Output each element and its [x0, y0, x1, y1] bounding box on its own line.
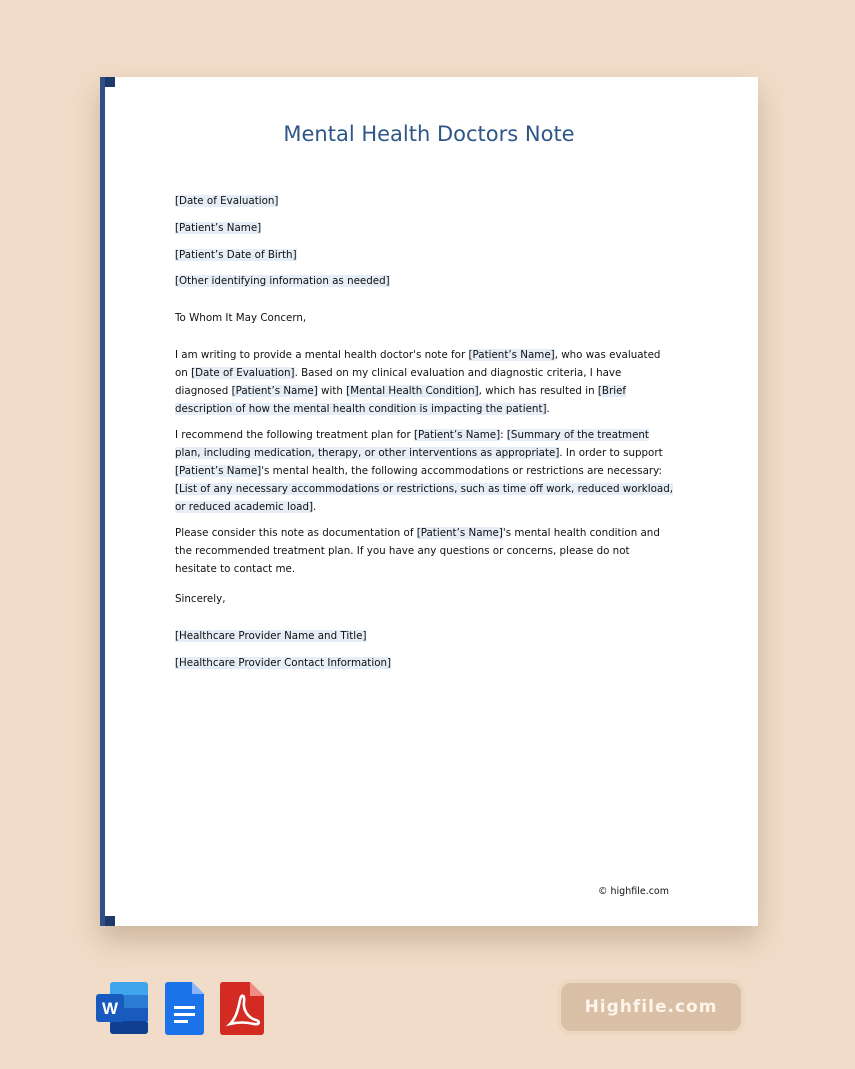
google-docs-icon[interactable]	[164, 980, 206, 1036]
field-patient-name: [Patient’s Name]	[175, 221, 262, 234]
binding-cap-top	[105, 77, 115, 87]
paragraph-documentation: Please consider this note as documentation of [Patient’s Name]'s mental health condition and the recommended treatment plan. If you have any questions or concerns, please do not hesitate to contact me.	[175, 526, 660, 575]
field-patient-dob: [Patient’s Date of Birth]	[175, 248, 297, 261]
paragraph-treatment: I recommend the following treatment plan for [Patient’s Name]: [Summary of the treatment plan, including medication, therapy, or other interventions as appropriate]. In order to support [Patient’s Name]'s mental health, the following accommodations or restrictions are necessary: [List of any necessary accommodations or restrictions, such as time off work, reduced workload, or reduced academic load].	[175, 428, 674, 513]
closing: Sincerely,	[175, 592, 226, 605]
field-date-of-evaluation: [Date of Evaluation]	[175, 195, 279, 207]
binding-cap-bottom	[105, 916, 115, 926]
document-page	[100, 77, 758, 926]
copyright-text: © highfile.com	[597, 886, 669, 897]
salutation: To Whom It May Concern,	[175, 312, 307, 325]
document-body	[175, 192, 673, 680]
highfile-brand-button[interactable]: Highfile.com	[561, 983, 741, 1031]
pdf-icon[interactable]	[220, 980, 266, 1036]
field-provider-name: [Healthcare Provider Name and Title]	[175, 629, 367, 642]
field-provider-contact: [Healthcare Provider Contact Information]	[175, 656, 392, 669]
document-title: Mental Health Doctors Note	[283, 122, 575, 146]
word-icon[interactable]	[96, 980, 150, 1036]
paragraph-diagnosis: I am writing to provide a mental health doctor's note for [Patient’s Name], who was evaluated on [Date of Evaluation]. Based on my clinical evaluation and diagnostic criteria, I have diagnosed [Patient’s Name] with [Mental Health Condition], which has resulted in [Brief description of how the mental health condition is impacting the patient].	[175, 348, 661, 415]
field-other-info: [Other identifying information as needed]	[175, 275, 390, 288]
document-binding-bar	[100, 77, 105, 926]
word-icon-letter: W	[101, 999, 119, 1018]
